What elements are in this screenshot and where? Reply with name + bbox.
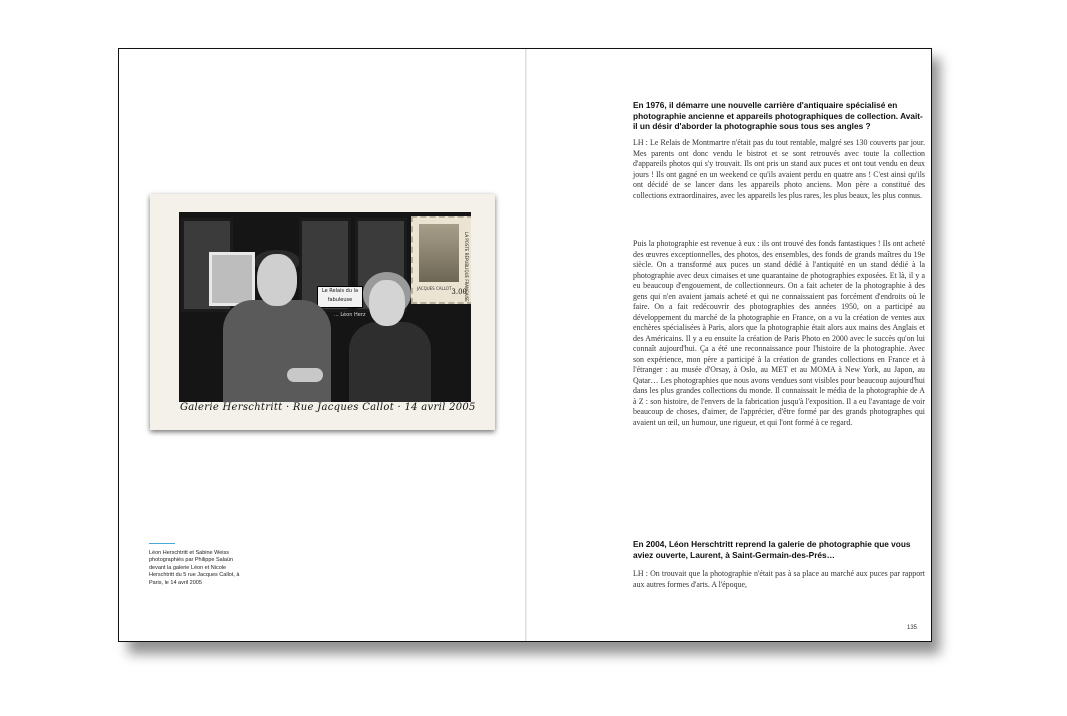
woman-figure bbox=[349, 322, 431, 402]
handwritten-inscription: Galerie Herschtritt · Rue Jacques Callot · 14 avril 2005 bbox=[180, 402, 476, 413]
interview-question-2: En 2004, Léon Herschtritt reprend la galerie de photographie que vous aviez ouverte, Laurent, à Saint-Germain-des-Prés… bbox=[633, 539, 911, 560]
man-hands bbox=[287, 368, 323, 382]
man-face bbox=[257, 254, 297, 306]
photograph bbox=[179, 212, 471, 402]
shop-sign: Le Relais du la fabuleuse bbox=[317, 286, 363, 308]
postage-stamp bbox=[411, 216, 471, 304]
man-figure bbox=[223, 300, 331, 402]
right-page bbox=[527, 49, 931, 641]
stamp-value: 3.00 bbox=[451, 288, 467, 296]
window-poster bbox=[209, 252, 255, 306]
answer-paragraph-2: Puis la photographie est revenue à eux : ils ont trouvé des fonds fantastiques ! Ils ont acheté des œuvres exceptionnelles, des photos, des ensembles, des fonds de grands maîtres du 19e siècle. On a transformé aux puces un stand dédié à l'antiquité en un stand dédié à la photographie avec deux cimaises et une quarantaine de photographies exposées. Et là, il y a eu beaucoup d'engouement, de collectionneurs. On a fait acheter de la photographie à des gens qui n'en avaient jamais acheté et qui ne connaissaient pas forcément d'endroits où le faire. On a fait redécouvrir des photographies des années 1950, on a participé au développement du marché de la photographie en France, on a vu la création de ventes aux enchères spécialisées à Paris, alors que la photographie était alors aux mains des Anglais et des Américains. Il y a eu ensuite la création de Paris Photo en 2000 avec le succès qu'on lui connaît aujourd'hui. Ça a été une reconnaissance pour l'histoire de la photographie. Avec son expérience, mon père a participé à la création de grandes collections en France et à l'étranger : au musée d'Orsay, à Oslo, au MET et au MOMA à New York, au Japon, au Qatar… Les photographies que nous avons vendues sont visibles pour beaucoup aujourd'hui dans les plus grandes collections du monde. Il connaissait le média de la photographie de A à Z : son histoire, de l'envers de la fabrication jusqu'à l'exposition. Il a eu l'avantage de voir beaucoup de choses, d'aimer, de l'apprécier, d'être formé par des grands photographes qui avaient un œil, un humour, une rigueur, et qui l'ont formé à ce regard. bbox=[633, 239, 925, 427]
answer-paragraph-1: LH : Le Relais de Montmartre n'était pas du tout rentable, malgré ses 130 couverts par jour. Mes parents ont donc vendu le bistrot et se sont retrouvés avec toute la collection d'appareils photos qui s'y trouvait. Ils ont pris un stand aux puces et ont tout vendu en deux jours ! Ils ont gagné en un weekend ce qu'ils avaient perdu en quatre ans ! C'est ainsi qu'ils ont décidé de se lancer dans les appareils photo anciens. Mon père a constitué des collections extraordinaires, avec les appareils les plus rares, les plus beaux, les plus connus. bbox=[633, 138, 925, 200]
stamp-illustration bbox=[419, 224, 459, 282]
photo-postcard bbox=[150, 194, 495, 430]
woman-face bbox=[369, 280, 405, 326]
answer-paragraph-3: LH : On trouvait que la photographie n'était pas à sa place au marché aux puces par rapport aux autres formes d'arts. A l'époque, bbox=[633, 569, 925, 589]
book-spread bbox=[118, 48, 932, 642]
left-page bbox=[119, 49, 525, 641]
stamp-side-text: LA POSTE RÉPUBLIQUE FRANÇAISE bbox=[464, 232, 469, 302]
page-number: 135 bbox=[906, 625, 917, 631]
caption-accent-rule bbox=[149, 543, 175, 544]
shop-sign-secondary: ... Léon Herz bbox=[334, 312, 366, 318]
photo-caption: Léon Herschtritt et Sabine Weiss photographiés par Philippe Salaün devant la galerie Léon et Nicole Herschtritt du 5 rue Jacques Callot, à Paris, le 14 avril 2005 bbox=[149, 550, 240, 586]
interview-question-1: En 1976, il démarre une nouvelle carrière d'antiquaire spécialisé en photographie ancienne et appareils photographiques de collection. Avait-il un désir d'aborder la photographie sous tous ses angles ? bbox=[633, 100, 923, 132]
stamp-caption: JACQUES CALLOT bbox=[417, 286, 452, 291]
